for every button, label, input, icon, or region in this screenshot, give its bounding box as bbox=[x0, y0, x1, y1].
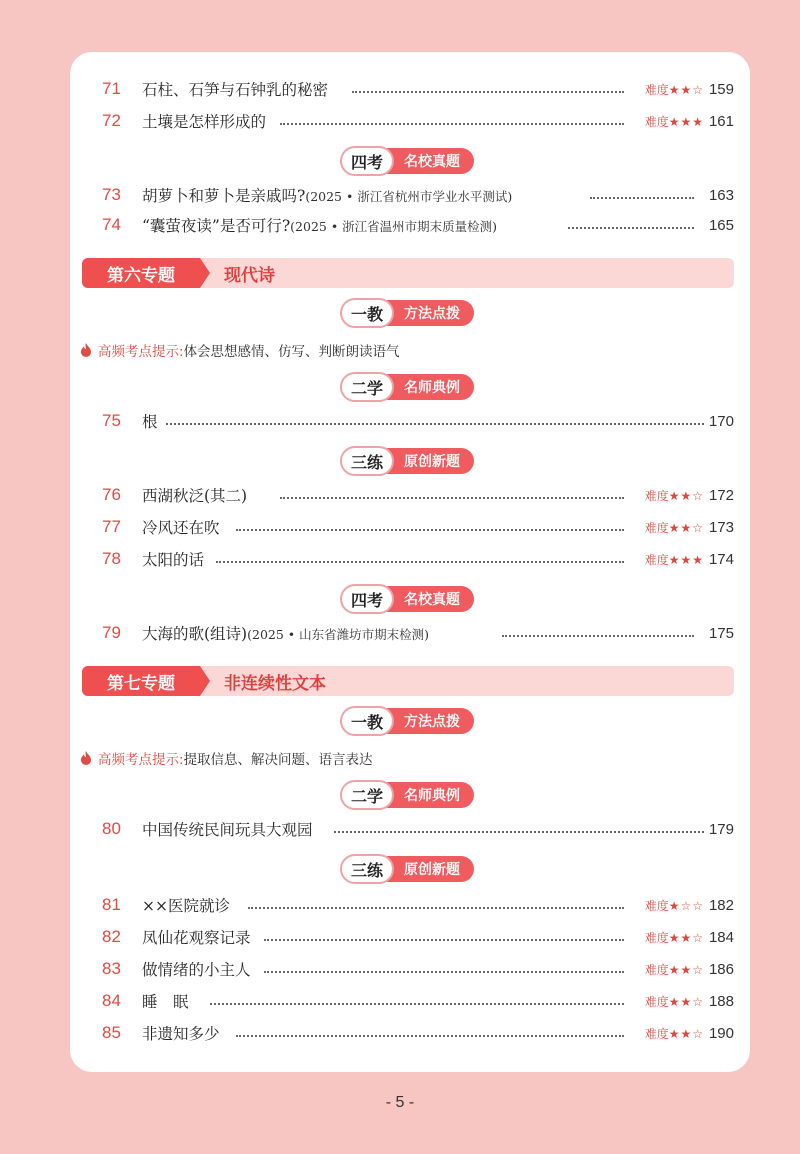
entry-title: 胡萝卜和萝卜是亲戚吗?(2025 • 浙江省杭州市学业水平测试) bbox=[142, 187, 513, 205]
tag-sikao bbox=[340, 146, 476, 176]
toc-entry[interactable] bbox=[70, 922, 750, 952]
difficulty-stars: ★★☆ bbox=[668, 520, 704, 535]
hint-label: 高频考点提示: bbox=[98, 752, 184, 768]
difficulty-stars: ★★☆ bbox=[668, 930, 704, 945]
difficulty-stars: ★★☆ bbox=[668, 1026, 704, 1041]
tag-erxue bbox=[340, 780, 476, 810]
toc-entry[interactable] bbox=[70, 106, 750, 136]
difficulty: 难度★★★ bbox=[644, 552, 704, 567]
entry-number: 81 bbox=[102, 895, 121, 914]
page-ref: 190 bbox=[708, 1024, 734, 1042]
section-header-7[interactable] bbox=[82, 666, 734, 696]
page-ref: 161 bbox=[708, 112, 734, 130]
entry-number: 77 bbox=[102, 517, 121, 536]
leader-dots bbox=[568, 227, 694, 229]
page-ref: 170 bbox=[708, 412, 734, 430]
page-ref: 165 bbox=[708, 216, 734, 234]
entry-number: 79 bbox=[102, 623, 121, 642]
page-ref: 163 bbox=[708, 186, 734, 204]
toc-entry[interactable] bbox=[70, 954, 750, 984]
leader-dots bbox=[334, 831, 704, 833]
tag-label: 名校真题 bbox=[380, 586, 474, 612]
entry-title: 大海的歌(组诗)(2025 • 山东省潍坊市期末检测) bbox=[142, 625, 429, 643]
toc-entry[interactable] bbox=[70, 74, 750, 104]
tag-label: 名校真题 bbox=[380, 148, 474, 174]
tag-erxue bbox=[340, 372, 476, 402]
entry-title: 做情绪的小主人 bbox=[142, 961, 251, 979]
tag-badge: 一教 bbox=[340, 298, 394, 328]
toc-entry[interactable] bbox=[70, 512, 750, 542]
leader-dots bbox=[248, 907, 624, 909]
tag-yijiao bbox=[340, 706, 476, 736]
tag-label: 原创新题 bbox=[380, 856, 474, 882]
entry-number: 78 bbox=[102, 549, 121, 568]
leader-dots bbox=[280, 123, 624, 125]
tag-sikao bbox=[340, 584, 476, 614]
difficulty-stars: ★★★ bbox=[668, 552, 704, 567]
difficulty-stars: ★★☆ bbox=[668, 962, 704, 977]
toc-card bbox=[70, 52, 750, 1072]
entry-title: “囊萤夜读”是否可行?(2025 • 浙江省温州市期末质量检测) bbox=[142, 217, 498, 235]
hint-text: 体会思想感情、仿写、判断朗读语气 bbox=[183, 344, 400, 360]
entry-number: 73 bbox=[102, 185, 121, 204]
entry-source: (2025 • 山东省潍坊市期末检测) bbox=[247, 627, 429, 642]
tag-badge: 三练 bbox=[340, 854, 394, 884]
entry-source: (2025 • 浙江省温州市期末质量检测) bbox=[290, 219, 498, 234]
toc-entry[interactable] bbox=[70, 986, 750, 1016]
leader-dots bbox=[264, 939, 624, 941]
difficulty-stars: ★★☆ bbox=[668, 488, 704, 503]
entry-title: 中国传统民间玩具大观园 bbox=[142, 821, 313, 839]
tag-label: 名师典例 bbox=[380, 374, 474, 400]
difficulty-stars: ★★★ bbox=[668, 114, 704, 129]
page-ref: 173 bbox=[708, 518, 734, 536]
tag-badge: 一教 bbox=[340, 706, 394, 736]
difficulty: 难度★★☆ bbox=[644, 488, 704, 503]
entry-number: 82 bbox=[102, 927, 121, 946]
entry-number: 75 bbox=[102, 411, 121, 430]
page-ref: 184 bbox=[708, 928, 734, 946]
leader-dots bbox=[280, 497, 624, 499]
leader-dots bbox=[502, 635, 694, 637]
entry-source: (2025 • 浙江省杭州市学业水平测试) bbox=[305, 189, 513, 204]
hint-text: 提取信息、解决问题、语言表达 bbox=[183, 752, 373, 768]
tag-badge: 四考 bbox=[340, 146, 394, 176]
leader-dots bbox=[216, 561, 624, 563]
tag-sanlian bbox=[340, 854, 476, 884]
section-topic: 现代诗 bbox=[224, 265, 275, 286]
entry-number: 71 bbox=[102, 79, 121, 98]
hint-line bbox=[80, 748, 373, 768]
difficulty: 难度★★☆ bbox=[644, 520, 704, 535]
page-number: - 5 - bbox=[385, 1094, 415, 1111]
toc-entry[interactable] bbox=[70, 480, 750, 510]
entry-number: 76 bbox=[102, 485, 121, 504]
tag-label: 方法点拨 bbox=[380, 300, 474, 326]
tag-badge: 二学 bbox=[340, 372, 394, 402]
difficulty-stars: ★★☆ bbox=[668, 994, 704, 1009]
difficulty: 难度★★☆ bbox=[644, 82, 704, 97]
page-ref: 175 bbox=[708, 624, 734, 642]
hint-label: 高频考点提示: bbox=[98, 344, 184, 360]
tag-sanlian bbox=[340, 446, 476, 476]
toc-entry[interactable] bbox=[70, 1018, 750, 1048]
tag-label: 名师典例 bbox=[380, 782, 474, 808]
toc-entry[interactable] bbox=[70, 210, 750, 240]
entry-title: 太阳的话 bbox=[142, 551, 205, 569]
section-topic: 非连续性文本 bbox=[224, 673, 326, 694]
flame-icon bbox=[80, 343, 92, 357]
entry-title: 土壤是怎样形成的 bbox=[142, 113, 267, 131]
toc-entry[interactable] bbox=[70, 618, 750, 648]
tag-yijiao bbox=[340, 298, 476, 328]
entry-number: 80 bbox=[102, 819, 121, 838]
tag-label: 方法点拨 bbox=[380, 708, 474, 734]
leader-dots bbox=[236, 1035, 624, 1037]
page-ref: 182 bbox=[708, 896, 734, 914]
section-label: 第七专题 bbox=[82, 666, 200, 696]
page-ref: 159 bbox=[708, 80, 734, 98]
toc-entry[interactable] bbox=[70, 890, 750, 920]
toc-entry[interactable] bbox=[70, 406, 750, 436]
difficulty: 难度★☆☆ bbox=[644, 898, 704, 913]
section-header-6[interactable] bbox=[82, 258, 734, 288]
entry-number: 83 bbox=[102, 959, 121, 978]
entry-title: 凤仙花观察记录 bbox=[142, 929, 251, 947]
difficulty: 难度★★☆ bbox=[644, 962, 704, 977]
difficulty: 难度★★☆ bbox=[644, 994, 704, 1009]
tag-label: 原创新题 bbox=[380, 448, 474, 474]
entry-title: 西湖秋泛(其二) bbox=[142, 487, 248, 505]
leader-dots bbox=[352, 91, 624, 93]
leader-dots bbox=[236, 529, 624, 531]
leader-dots bbox=[166, 423, 704, 425]
page-ref: 188 bbox=[708, 992, 734, 1010]
toc-entry[interactable] bbox=[70, 814, 750, 844]
entry-title: ××医院就诊 bbox=[142, 897, 230, 915]
entry-number: 74 bbox=[102, 215, 121, 234]
leader-dots bbox=[590, 197, 694, 199]
page-ref: 186 bbox=[708, 960, 734, 978]
tag-badge: 四考 bbox=[340, 584, 394, 614]
difficulty: 难度★★☆ bbox=[644, 930, 704, 945]
section-label: 第六专题 bbox=[82, 258, 200, 288]
difficulty-stars: ★★☆ bbox=[668, 82, 704, 97]
leader-dots bbox=[264, 971, 624, 973]
entry-number: 85 bbox=[102, 1023, 121, 1042]
entry-title: 睡 眠 bbox=[142, 993, 189, 1011]
toc-entry[interactable] bbox=[70, 544, 750, 574]
entry-number: 72 bbox=[102, 111, 121, 130]
entry-title: 石柱、石笋与石钟乳的秘密 bbox=[142, 81, 329, 99]
difficulty: 难度★★☆ bbox=[644, 1026, 704, 1041]
page-ref: 172 bbox=[708, 486, 734, 504]
entry-title: 冷风还在吹 bbox=[142, 519, 220, 537]
entry-title: 非遗知多少 bbox=[142, 1025, 220, 1043]
tag-badge: 二学 bbox=[340, 780, 394, 810]
difficulty: 难度★★★ bbox=[644, 114, 704, 129]
hint-line bbox=[80, 340, 400, 360]
difficulty-stars: ★☆☆ bbox=[668, 898, 704, 913]
tag-badge: 三练 bbox=[340, 446, 394, 476]
toc-entry[interactable] bbox=[70, 180, 750, 210]
entry-title: 根 bbox=[142, 413, 158, 431]
page-ref: 174 bbox=[708, 550, 734, 568]
leader-dots bbox=[210, 1003, 624, 1005]
entry-number: 84 bbox=[102, 991, 121, 1010]
flame-icon bbox=[80, 751, 92, 765]
page-ref: 179 bbox=[708, 820, 734, 838]
